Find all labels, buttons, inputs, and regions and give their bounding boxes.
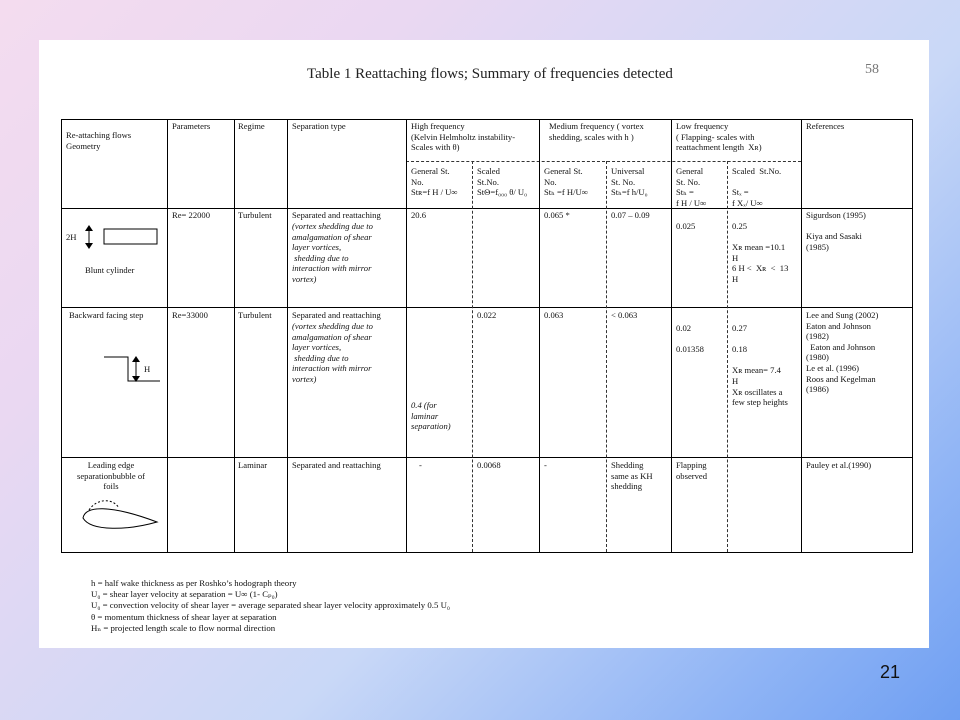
column-divider — [167, 119, 168, 553]
table-bottom-border — [61, 552, 913, 553]
column-divider — [801, 119, 802, 553]
row3-high-scaled: 0.0068 — [477, 460, 501, 470]
row2-separation-detail: (vortex shedding due to amalgamation of shear layer vortices, shedding due to interaction with mirror vortex) — [292, 321, 373, 384]
page-number: 58 — [865, 62, 879, 77]
row3-medium-general: - — [544, 460, 547, 470]
legend-line: h = half wake thickness as per Roshko’s hodograph theory — [91, 578, 297, 588]
header-separation-type: Separation type — [292, 121, 346, 131]
row2-regime: Turbulent — [238, 310, 272, 320]
subheader-divider — [406, 161, 801, 162]
header-regime: Regime — [238, 121, 265, 131]
legend-line: θ = momentum thickness of shear layer at separation — [91, 611, 277, 622]
row1-medium-general: 0.065 * — [544, 210, 570, 220]
row-divider — [61, 457, 913, 458]
header-references: References — [806, 121, 845, 131]
row2-high-scaled: 0.022 — [477, 310, 497, 320]
column-divider — [472, 161, 473, 552]
column-divider — [727, 161, 728, 552]
header-low-frequency: Low frequency ( Flapping- scales with reattachment length Xʀ) — [676, 121, 762, 153]
table-left-border — [61, 119, 62, 553]
row1-geometry-label: Blunt cylinder — [85, 265, 135, 275]
column-divider — [406, 119, 407, 553]
subheader-medium-universal: Universal St. No. Stₕ=f h/U₀ — [611, 166, 648, 198]
row3-medium-universal: Shedding same as KH shedding — [611, 460, 653, 492]
row2-dim-label: H — [144, 364, 151, 374]
subheader-low-general: General St. No. Stₕ = f H / U∞ — [676, 166, 707, 208]
legend-line: U₀ = shear layer velocity at separation = U∞ (1- Cₚ₀) — [91, 589, 278, 600]
blunt-cylinder-diagram — [83, 225, 163, 249]
subheader-medium-general: General St. No. Stₕ =f H/U∞ — [544, 166, 588, 198]
table-top-border — [61, 119, 913, 120]
slide-number: 21 — [880, 662, 901, 682]
row2-separation-title: Separated and reattaching — [292, 310, 381, 320]
table-title: Table 1 Reattaching flows; Summary of frequencies detected — [307, 66, 673, 82]
header-bottom-border — [61, 208, 913, 209]
row3-references: Pauley et al.(1990) — [806, 460, 872, 470]
legend-notes — [91, 578, 450, 634]
header-parameters: Parameters — [172, 121, 211, 131]
header-medium-frequency: Medium frequency ( vortex shedding, scales with h ) — [549, 121, 644, 142]
row2-medium-general: 0.063 — [544, 310, 564, 320]
row1-parameters: Re= 22000 — [172, 210, 211, 220]
row2-references: Lee and Sung (2002) Eaton and Johnson (1982) Eaton and Johnson (1980) Le et al. (1996) Roos and Kegelman (1986) — [806, 310, 879, 395]
legend-line: U₀ = convection velocity of shear layer = average separated shear layer velocity approximately 0.5 U₀ — [91, 600, 450, 611]
row3-regime: Laminar — [238, 460, 268, 470]
row2-low-scaled: 0.27 0.18 Xʀ mean= 7.4 H Xʀ oscillates a few step heights — [732, 323, 788, 408]
row2-parameters: Re=33000 — [172, 310, 208, 320]
document-page — [39, 40, 929, 648]
column-divider — [234, 119, 235, 553]
row2-low-general: 0.02 0.01358 — [676, 323, 704, 355]
row3-separation-title: Separated and reattaching — [292, 460, 381, 470]
row1-references: Sigurdson (1995) Kiya and Sasaki (1985) — [806, 210, 866, 252]
column-divider — [287, 119, 288, 553]
legend-line: Hₙ = projected length scale to flow normal direction — [91, 622, 276, 633]
header-high-frequency: High frequency (Kelvin Helmholtz instability- Scales with θ) — [411, 121, 516, 153]
row2-high-general: 0.4 (for laminar separation) — [411, 400, 451, 432]
row1-medium-universal: 0.07 – 0.09 — [611, 210, 650, 220]
table-right-border — [912, 119, 913, 553]
subheader-high-scaled: Scaled St.No. StΘ=f₀₀₀ θ/ U₀ — [477, 166, 528, 198]
subheader-high-general: General St. No. Stʀ=f H / U∞ — [411, 166, 458, 198]
row3-geometry-label: Leading edge separationbubble of foils — [77, 460, 146, 492]
foil-diagram — [79, 496, 161, 536]
backward-step-diagram — [104, 353, 166, 383]
row2-geometry-label: Backward facing step — [69, 310, 144, 320]
row2-medium-universal: < 0.063 — [611, 310, 638, 320]
row1-separation-detail: (vortex shedding due to amalgamation of shear layer vortices, shedding due to interaction with mirror vortex) — [292, 221, 373, 284]
row1-dim-label: 2H — [66, 232, 77, 242]
column-divider — [606, 161, 607, 552]
column-divider — [539, 119, 540, 553]
row1-high-general: 20.6 — [411, 210, 427, 220]
row1-low-scaled: 0.25 Xʀ mean =10.1 H 6 H < Xʀ < 13 H — [732, 221, 789, 284]
header-geometry: Re-attaching flows Geometry — [66, 130, 132, 151]
row3-low-general: Flapping observed — [676, 460, 708, 481]
row1-low-general: 0.025 — [676, 221, 696, 231]
subheader-low-scaled: Scaled St.No. Stₓ = f Xₓ/ U∞ — [732, 166, 782, 208]
row-divider — [61, 307, 913, 308]
row1-regime: Turbulent — [238, 210, 272, 220]
row3-high-general: - — [419, 460, 422, 470]
column-divider — [671, 119, 672, 553]
row1-separation-title: Separated and reattaching — [292, 210, 381, 220]
